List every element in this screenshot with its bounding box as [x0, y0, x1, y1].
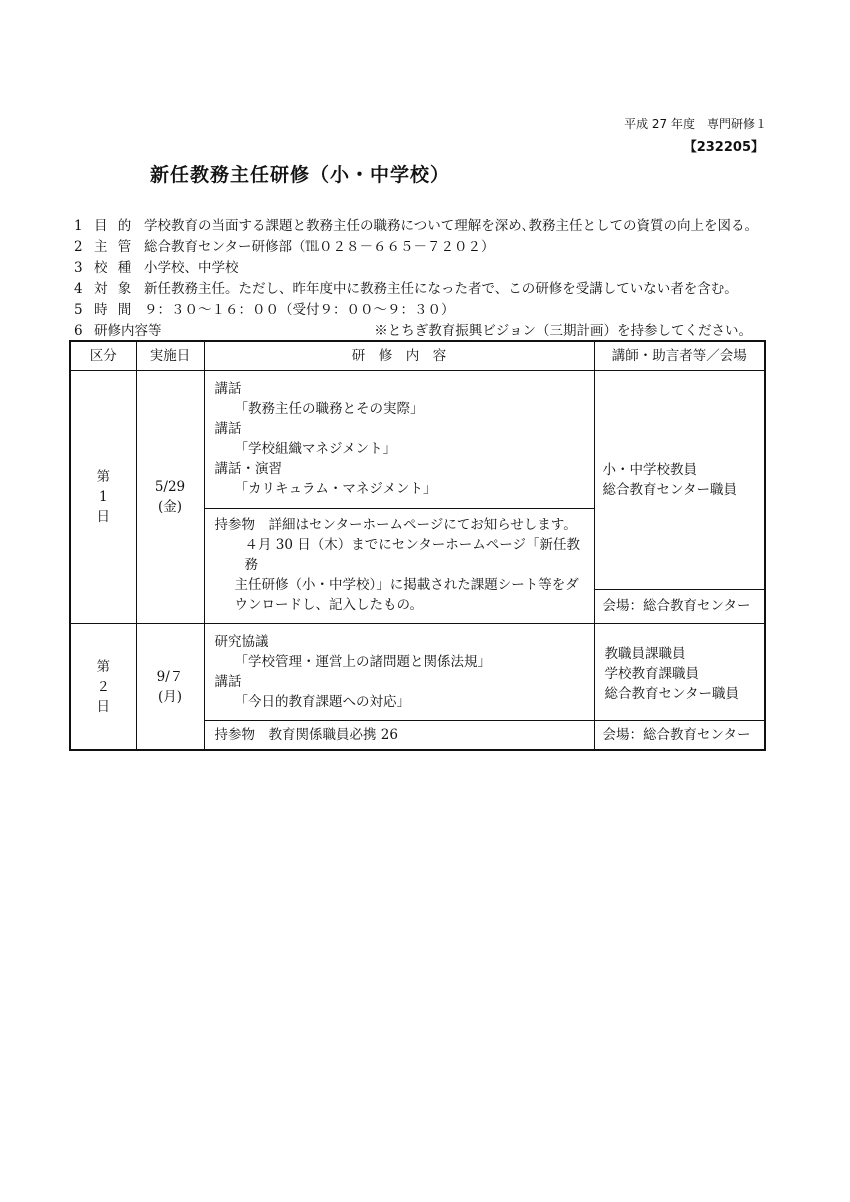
course-code: 【232205】	[683, 140, 764, 155]
day2-venue: 会場：総合教育センター	[594, 721, 765, 751]
day2-contents: 研究協議 「学校管理・運営上の諸問題と関係法規」 講話 「今日的教育課題への対応」	[204, 624, 594, 721]
item-purpose: 1 目 的 学校教育の当面する課題と教務主任の職務について理解を深め､教務主任としての資質の向上を図る。	[74, 218, 758, 234]
table-row-day2	[70, 624, 765, 721]
item-time: 5 時 間 ９：３０～１６：００（受付９：００～９：３０）	[74, 302, 455, 318]
day1-venue: 会場：総合教育センター	[594, 589, 765, 623]
header-kubun: 区分	[70, 341, 136, 371]
item-content-heading: 6 研修内容等	[74, 323, 162, 339]
day1-kubun: 第 1 日	[70, 371, 136, 624]
day1-contents: 講話 「教務主任の職務とその実際」 講話 「学校組織マネジメント」 講話・演習 「カリキュラム・マネジメント」	[204, 371, 594, 509]
item-target: 4 対 象 新任教務主任。ただし、昨年度中に教務主任になった者で、この研修を受講していない者を含む。	[74, 281, 738, 297]
item-school-type: 3 校 種 小学校、中学校	[74, 260, 239, 276]
header-date: 実施日	[136, 341, 204, 371]
page-title: 新任教務主任研修（小・中学校）	[150, 164, 451, 186]
day2-date: 9/７ (月)	[136, 624, 204, 751]
day2-kubun: 第 ２ 日	[70, 624, 136, 751]
day1-date: 5/29 (金)	[136, 371, 204, 624]
day2-instructors: 教職員課職員 学校教育課職員 総合教育センター職員	[594, 624, 765, 721]
bring-vision-note: ※とちぎ教育振興ビジョン（三期計画）を持参してください。	[374, 323, 752, 339]
header-instructor: 講師・助言者等／会場	[594, 341, 765, 371]
header-content: 研 修 内 容	[204, 341, 594, 371]
table-row-day1	[70, 371, 765, 509]
day1-instructors: 小・中学校教員 総合教育センター職員	[594, 371, 765, 590]
schedule-table	[69, 340, 766, 751]
table-header-row	[70, 341, 765, 371]
day1-belongings: 持参物 詳細はセンターホームページにてお知らせします。 ４月 30 日（木）までにセンターホームページ「新任教務 主任研修（小・中学校）」に掲載された課題シート等をダ ウンロードし、記入したもの。	[204, 509, 594, 624]
item-organizer: 2 主 管 総合教育センター研修部（℡０２８－６６５－７２０２）	[74, 239, 495, 255]
day2-belongings: 持参物 教育関係職員必携 26	[204, 721, 594, 751]
year-line: 平成 27 年度 専門研修１	[624, 117, 767, 131]
